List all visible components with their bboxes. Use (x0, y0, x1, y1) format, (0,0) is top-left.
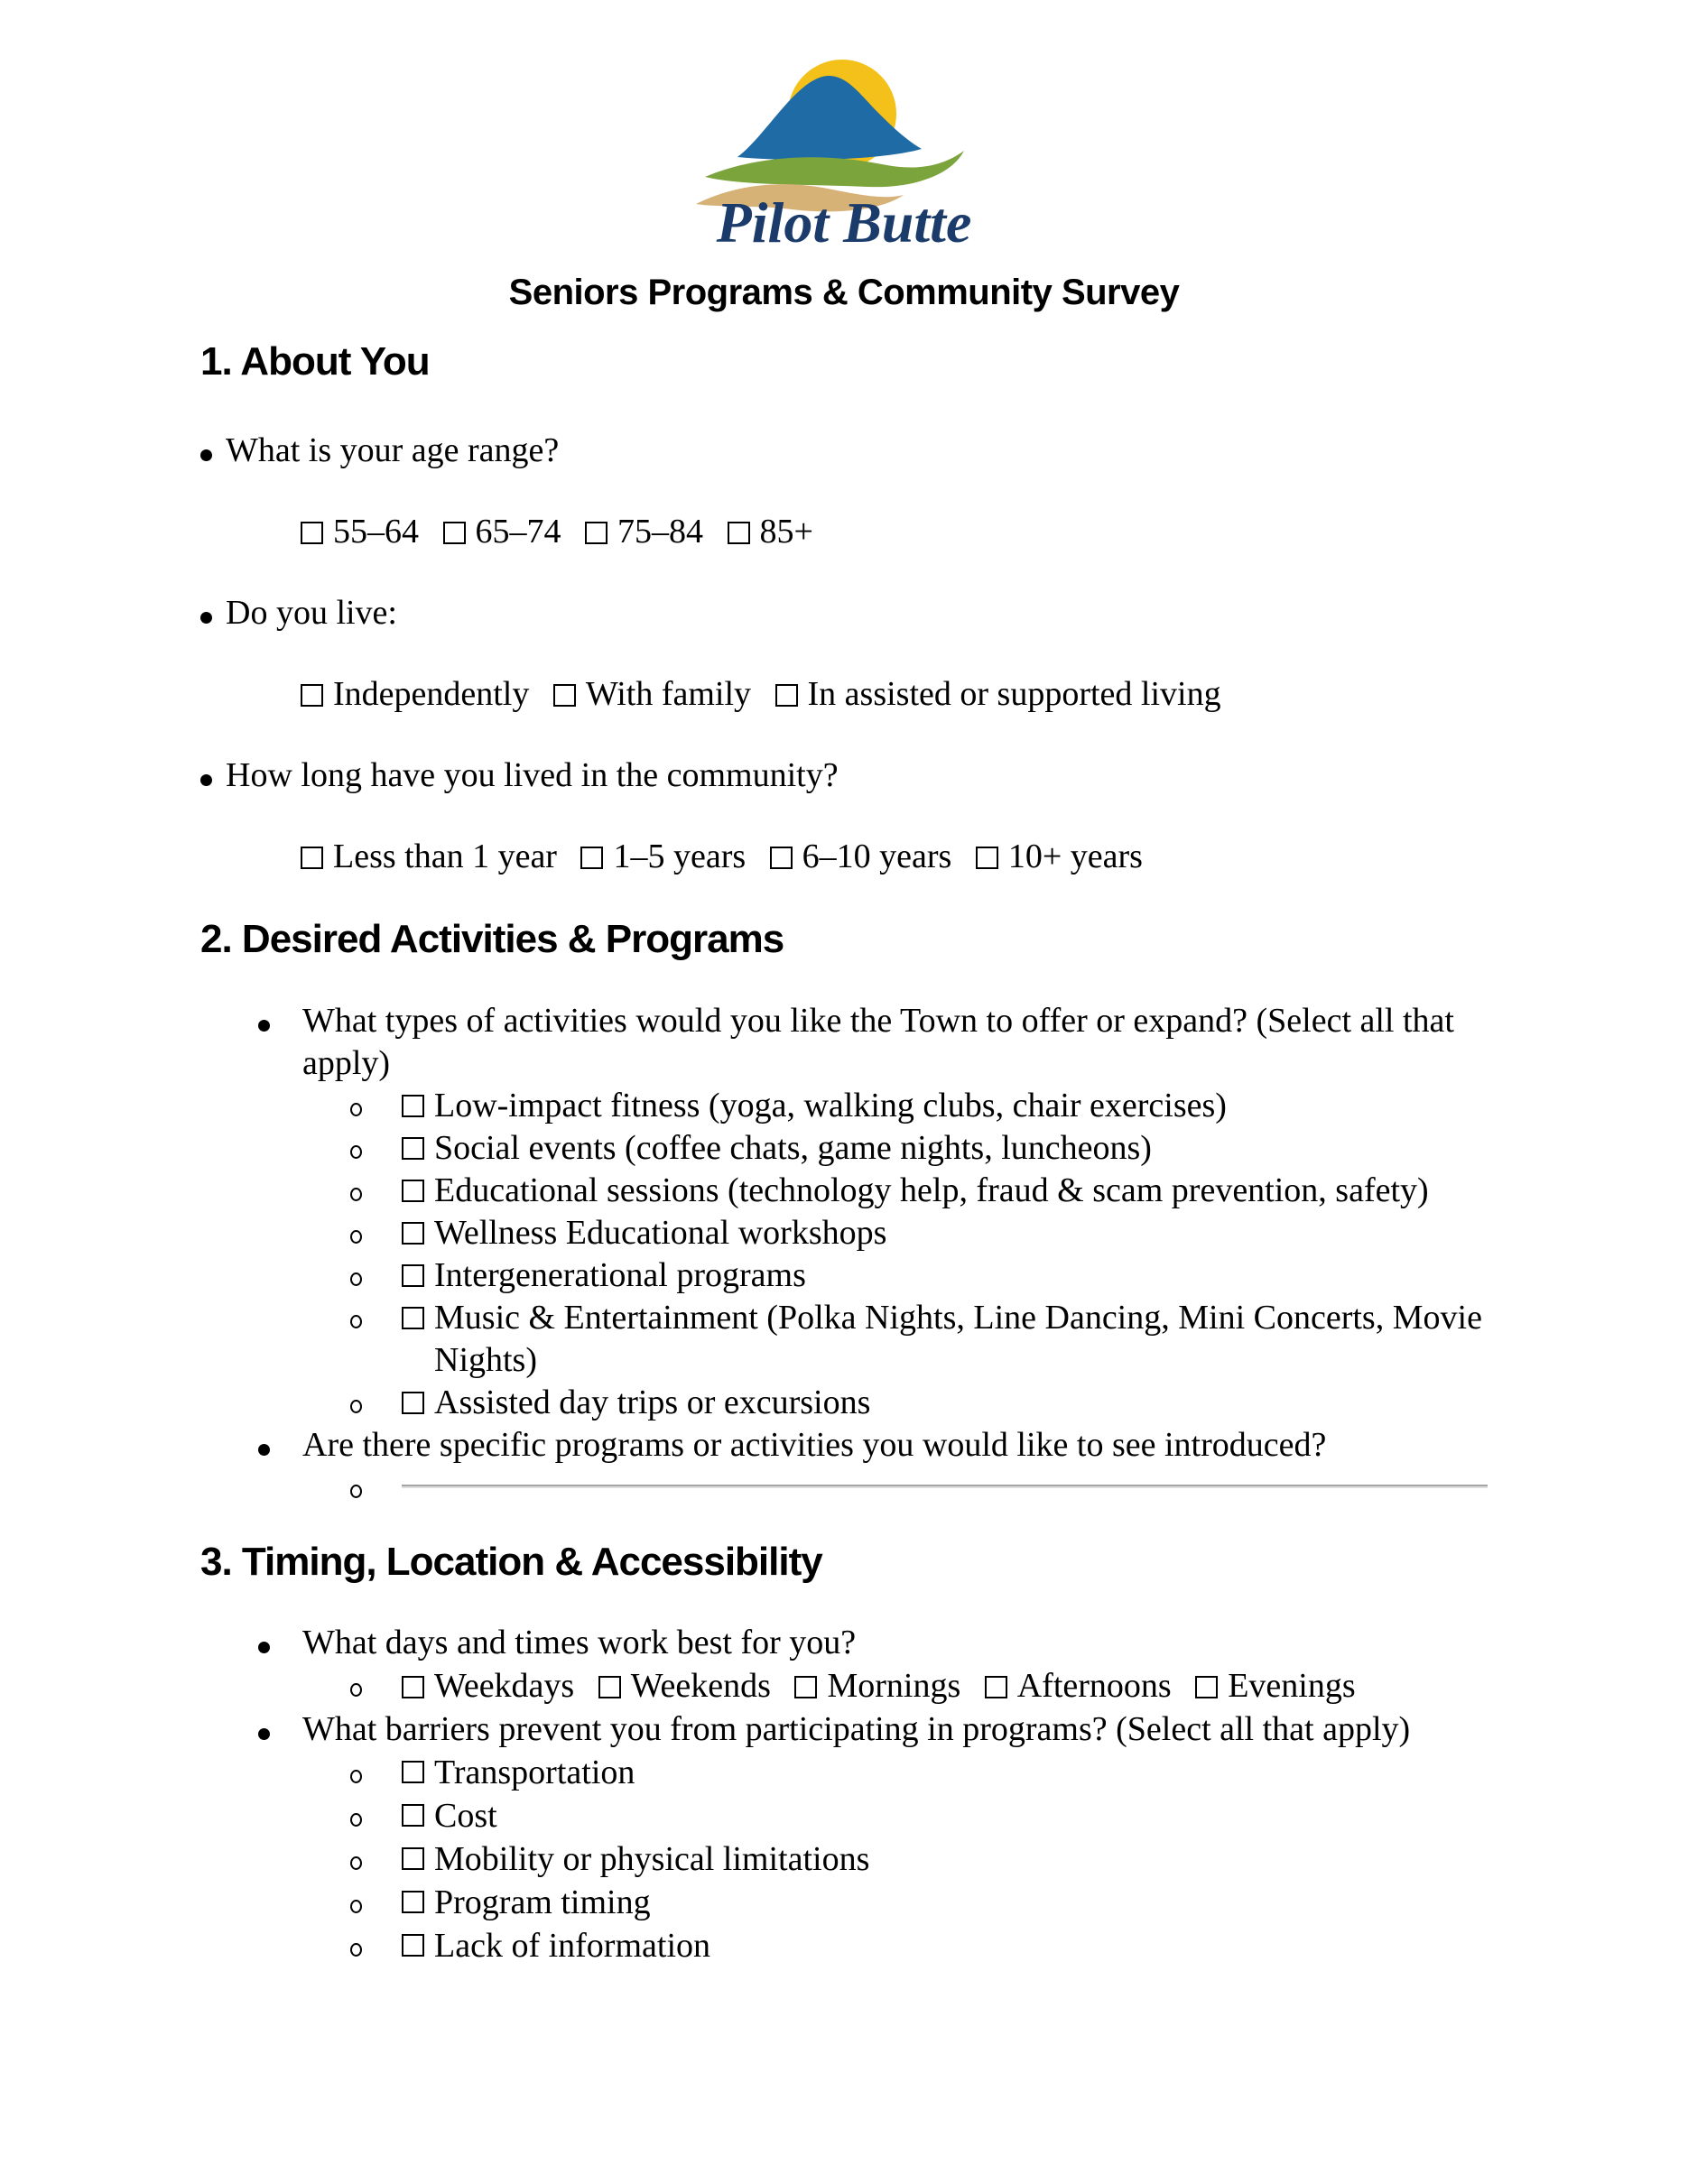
option-label: Less than 1 year (333, 838, 557, 875)
checkbox-75-84[interactable] (585, 522, 607, 544)
option-evenings (1195, 1667, 1355, 1705)
checkbox-evenings[interactable] (1195, 1676, 1218, 1698)
option-label: 55–64 (333, 513, 419, 551)
checkbox-with-family[interactable] (553, 684, 576, 707)
checkbox-cost[interactable] (402, 1804, 424, 1827)
list-item-transportation (350, 1751, 1488, 1794)
circle-bullet-icon (350, 1297, 402, 1339)
option-label: With family (585, 675, 752, 713)
question-text: What is your age range? (226, 431, 560, 469)
question-activity-types (258, 1000, 1488, 1085)
option-label: Social events (coffee chats, game nights, luncheons) (434, 1129, 1152, 1167)
bullet-icon (258, 1621, 302, 1664)
checkbox-10-plus-years[interactable] (976, 847, 998, 869)
list-item-assisted-day-trips (350, 1382, 1488, 1424)
checkbox-music-entertainment[interactable] (402, 1307, 424, 1329)
option-label: In assisted or supported living (807, 675, 1221, 713)
circle-bullet-icon (350, 1794, 402, 1837)
checkbox-weekdays[interactable] (402, 1676, 424, 1698)
question-age-range (200, 430, 1488, 471)
option-label: Mornings (827, 1667, 961, 1705)
option-label: 75–84 (617, 513, 703, 551)
section-2-heading: 2. Desired Activities & Programs (200, 917, 784, 961)
list-item-wellness-workshops (350, 1212, 1488, 1254)
question-text: What barriers prevent you from participating in programs? (Select all that apply) (302, 1710, 1411, 1748)
checkbox-85-plus[interactable] (728, 522, 750, 544)
option-label: 10+ years (1007, 838, 1143, 875)
section-1-heading: 1. About You (200, 339, 430, 384)
checkbox-intergenerational-programs[interactable] (402, 1264, 424, 1287)
option-label: Program timing (434, 1883, 651, 1921)
bullet-icon (258, 1424, 302, 1467)
checkbox-transportation[interactable] (402, 1761, 424, 1783)
checkbox-assisted-living[interactable] (775, 684, 798, 707)
bullet-icon (200, 754, 226, 796)
option-label: Low-impact fitness (yoga, walking clubs, chair exercises) (434, 1087, 1227, 1124)
question-living-situation (200, 592, 1488, 634)
circle-bullet-icon (350, 1751, 402, 1794)
living-situation-options (301, 673, 1488, 715)
checkbox-program-timing[interactable] (402, 1891, 424, 1913)
section-timing-location-accessibility (0, 1540, 1688, 1967)
section-about-you (0, 339, 1688, 877)
checkbox-afternoons[interactable] (985, 1676, 1007, 1698)
question-text: Do you live: (226, 594, 397, 632)
circle-bullet-icon (350, 1212, 402, 1254)
bullet-icon (258, 1707, 302, 1751)
checkbox-educational-sessions[interactable] (402, 1180, 424, 1202)
circle-bullet-icon (350, 1837, 402, 1881)
option-label: Weekends (630, 1667, 771, 1705)
checkbox-1-5-years[interactable] (580, 847, 603, 869)
list-item-cost (350, 1794, 1488, 1837)
question-text: Are there specific programs or activities you would like to see introduced? (302, 1426, 1327, 1464)
checkbox-6-10-years[interactable] (770, 847, 793, 869)
checkbox-social-events[interactable] (402, 1137, 424, 1160)
option-label: Lack of information (434, 1927, 711, 1965)
circle-bullet-icon (350, 1170, 402, 1212)
checkbox-65-74[interactable] (443, 522, 466, 544)
option-less-than-1-year (301, 838, 557, 875)
option-mornings (794, 1667, 960, 1705)
option-label: Mobility or physical limitations (434, 1840, 870, 1878)
age-range-options (301, 511, 1488, 552)
list-item-social-events (350, 1127, 1488, 1170)
option-label: Weekdays (434, 1667, 575, 1705)
circle-bullet-icon (350, 1254, 402, 1297)
option-label: Assisted day trips or excursions (434, 1384, 871, 1421)
option-weekdays (402, 1667, 574, 1705)
checkbox-mobility[interactable] (402, 1847, 424, 1870)
bullet-icon (258, 1000, 302, 1042)
option-label: Educational sessions (technology help, fraud & scam prevention, safety) (434, 1171, 1429, 1209)
list-item-low-impact-fitness (350, 1085, 1488, 1127)
option-label: 6–10 years (802, 838, 952, 875)
option-55-64 (301, 513, 419, 551)
checkbox-low-impact-fitness[interactable] (402, 1095, 424, 1117)
circle-bullet-icon (350, 1467, 402, 1509)
option-label: Evenings (1228, 1667, 1356, 1705)
question-days-times (258, 1621, 1488, 1664)
option-10-plus-years (976, 838, 1143, 875)
question-barriers (258, 1707, 1488, 1751)
question-specific-programs (258, 1424, 1488, 1467)
answer-row (350, 1467, 1488, 1509)
checkbox-assisted-day-trips[interactable] (402, 1392, 424, 1414)
option-label: 85+ (759, 513, 813, 551)
list-item-program-timing (350, 1881, 1488, 1924)
list-item-educational-sessions (350, 1170, 1488, 1212)
bullet-icon (200, 430, 226, 471)
days-times-options (350, 1664, 1488, 1707)
logo-wordmark: Pilot Butte (716, 190, 972, 254)
document-title: Seniors Programs & Community Survey (508, 273, 1180, 312)
list-item-music-entertainment (350, 1297, 1488, 1382)
option-label: 1–5 years (613, 838, 747, 875)
logo-header (0, 0, 1688, 254)
option-label: Cost (434, 1797, 497, 1835)
option-with-family (553, 675, 751, 713)
circle-bullet-icon (350, 1881, 402, 1924)
option-label: 65–74 (475, 513, 561, 551)
years-in-community-options (301, 836, 1488, 877)
checkbox-55-64[interactable] (301, 522, 323, 544)
option-label: Music & Entertainment (Polka Nights, Line Dancing, Mini Concerts, Movie Nights) (434, 1299, 1482, 1379)
option-65-74 (443, 513, 561, 551)
checkbox-wellness-workshops[interactable] (402, 1222, 424, 1245)
option-label: Afternoons (1016, 1667, 1172, 1705)
pilot-butte-logo (691, 32, 997, 258)
option-independently (301, 675, 529, 713)
option-6-10-years (770, 838, 952, 875)
list-item-intergenerational-programs (350, 1254, 1488, 1297)
circle-bullet-icon (350, 1924, 402, 1967)
circle-bullet-icon (350, 1085, 402, 1127)
option-afternoons (985, 1667, 1172, 1705)
option-assisted-living (775, 675, 1221, 713)
section-desired-activities (0, 917, 1688, 1509)
checkbox-independently[interactable] (301, 684, 323, 707)
option-label: Independently (333, 675, 530, 713)
checkbox-weekends[interactable] (598, 1676, 621, 1698)
list-item-lack-of-information (350, 1924, 1488, 1967)
circle-bullet-icon (350, 1127, 402, 1170)
option-label: Wellness Educational workshops (434, 1214, 887, 1252)
option-label: Intergenerational programs (434, 1256, 806, 1294)
answer-line[interactable] (402, 1485, 1488, 1488)
question-text: How long have you lived in the community? (226, 756, 839, 794)
option-1-5-years (580, 838, 746, 875)
bullet-icon (200, 592, 226, 634)
option-75-84 (585, 513, 703, 551)
checkbox-lack-of-information[interactable] (402, 1934, 424, 1957)
option-weekends (598, 1667, 771, 1705)
circle-bullet-icon (350, 1382, 402, 1424)
checkbox-less-than-1-year[interactable] (301, 847, 323, 869)
section-3-heading: 3. Timing, Location & Accessibility (200, 1540, 822, 1584)
list-item-mobility (350, 1837, 1488, 1881)
question-years-in-community (200, 754, 1488, 796)
question-text: What types of activities would you like the Town to offer or expand? (Select all that apply) (302, 1002, 1454, 1082)
checkbox-mornings[interactable] (794, 1676, 817, 1698)
question-text: What days and times work best for you? (302, 1624, 857, 1661)
option-label: Transportation (434, 1754, 635, 1791)
option-85-plus (728, 513, 813, 551)
options-inline (402, 1664, 1488, 1707)
circle-bullet-icon (350, 1664, 402, 1707)
